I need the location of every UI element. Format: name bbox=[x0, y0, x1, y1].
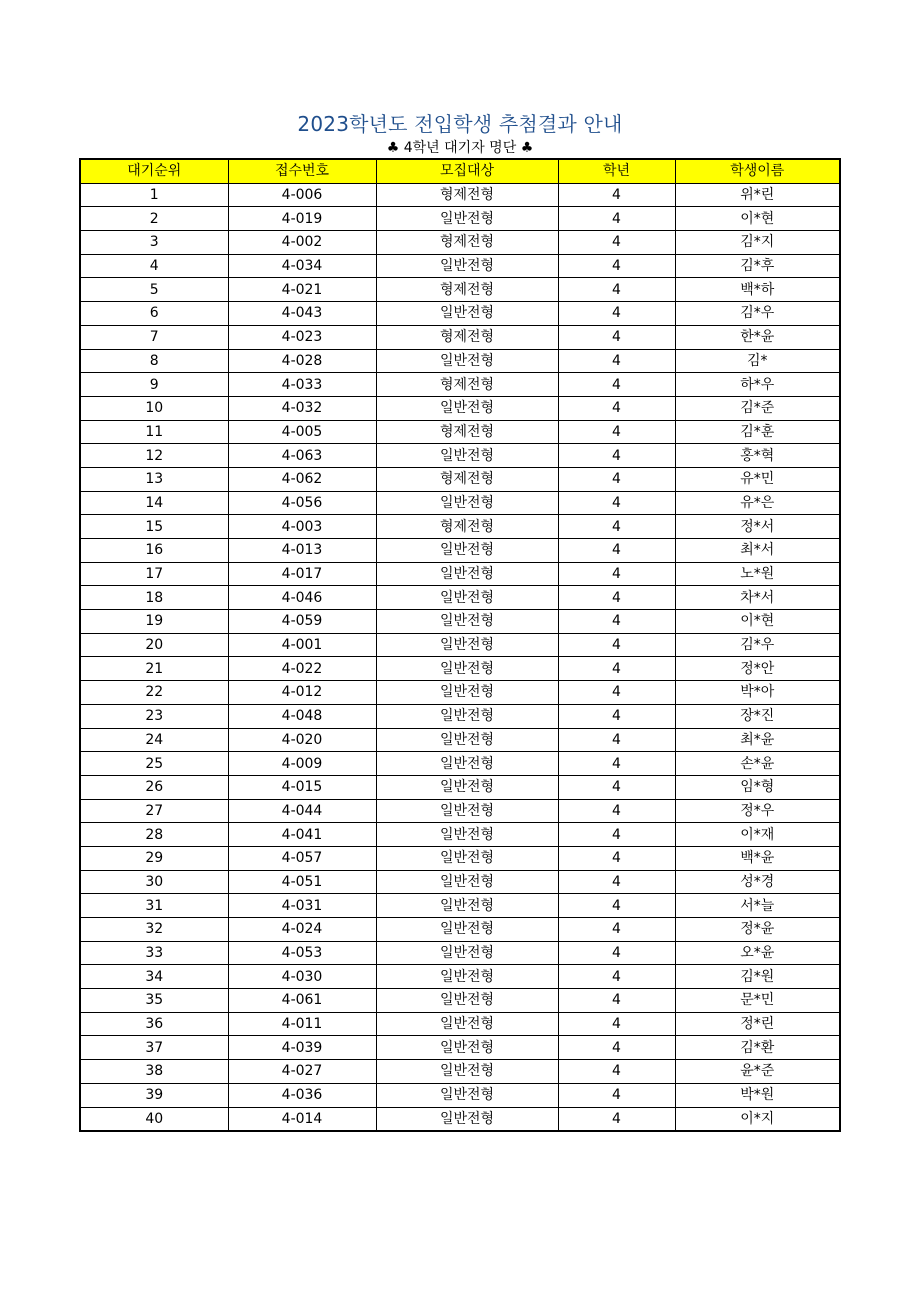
cell-application-number: 4-024 bbox=[228, 918, 376, 942]
cell-grade: 4 bbox=[558, 467, 675, 491]
table-row bbox=[80, 444, 840, 468]
cell-admission-type: 일반전형 bbox=[376, 989, 558, 1013]
cell-waitlist-rank: 25 bbox=[80, 752, 228, 776]
club-icon: ♣ bbox=[520, 140, 534, 156]
cell-admission-type: 일반전형 bbox=[376, 610, 558, 634]
cell-waitlist-rank: 20 bbox=[80, 633, 228, 657]
cell-waitlist-rank: 18 bbox=[80, 586, 228, 610]
cell-admission-type: 일반전형 bbox=[376, 586, 558, 610]
cell-grade: 4 bbox=[558, 349, 675, 373]
cell-student-name: 김*후 bbox=[675, 254, 840, 278]
cell-waitlist-rank: 28 bbox=[80, 823, 228, 847]
cell-waitlist-rank: 4 bbox=[80, 254, 228, 278]
cell-application-number: 4-059 bbox=[228, 610, 376, 634]
cell-grade: 4 bbox=[558, 752, 675, 776]
cell-student-name: 김*원 bbox=[675, 965, 840, 989]
table-row bbox=[80, 562, 840, 586]
cell-application-number: 4-021 bbox=[228, 278, 376, 302]
table-row bbox=[80, 1060, 840, 1084]
cell-waitlist-rank: 2 bbox=[80, 207, 228, 231]
cell-admission-type: 형제전형 bbox=[376, 420, 558, 444]
cell-student-name: 김*훈 bbox=[675, 420, 840, 444]
table-row bbox=[80, 633, 840, 657]
table-row bbox=[80, 894, 840, 918]
cell-application-number: 4-022 bbox=[228, 657, 376, 681]
cell-grade: 4 bbox=[558, 870, 675, 894]
cell-waitlist-rank: 30 bbox=[80, 870, 228, 894]
table-row bbox=[80, 989, 840, 1013]
cell-admission-type: 일반전형 bbox=[376, 775, 558, 799]
cell-student-name: 홍*혁 bbox=[675, 444, 840, 468]
cell-admission-type: 일반전형 bbox=[376, 823, 558, 847]
cell-waitlist-rank: 17 bbox=[80, 562, 228, 586]
cell-grade: 4 bbox=[558, 278, 675, 302]
document-title: 2023학년도 전입학생 추첨결과 안내 bbox=[297, 112, 623, 136]
table-row bbox=[80, 254, 840, 278]
cell-waitlist-rank: 8 bbox=[80, 349, 228, 373]
cell-waitlist-rank: 36 bbox=[80, 1012, 228, 1036]
cell-grade: 4 bbox=[558, 846, 675, 870]
cell-student-name: 위*린 bbox=[675, 183, 840, 207]
cell-admission-type: 일반전형 bbox=[376, 728, 558, 752]
cell-admission-type: 일반전형 bbox=[376, 941, 558, 965]
cell-student-name: 정*우 bbox=[675, 799, 840, 823]
cell-admission-type: 일반전형 bbox=[376, 1083, 558, 1107]
table-row bbox=[80, 728, 840, 752]
cell-application-number: 4-012 bbox=[228, 681, 376, 705]
cell-waitlist-rank: 24 bbox=[80, 728, 228, 752]
cell-application-number: 4-006 bbox=[228, 183, 376, 207]
cell-waitlist-rank: 15 bbox=[80, 515, 228, 539]
cell-admission-type: 일반전형 bbox=[376, 207, 558, 231]
cell-application-number: 4-036 bbox=[228, 1083, 376, 1107]
cell-student-name: 이*현 bbox=[675, 207, 840, 231]
cell-grade: 4 bbox=[558, 610, 675, 634]
cell-waitlist-rank: 33 bbox=[80, 941, 228, 965]
table-row bbox=[80, 302, 840, 326]
cell-grade: 4 bbox=[558, 302, 675, 326]
cell-admission-type: 일반전형 bbox=[376, 846, 558, 870]
cell-admission-type: 일반전형 bbox=[376, 302, 558, 326]
cell-admission-type: 일반전형 bbox=[376, 396, 558, 420]
cell-application-number: 4-057 bbox=[228, 846, 376, 870]
cell-student-name: 노*원 bbox=[675, 562, 840, 586]
cell-application-number: 4-017 bbox=[228, 562, 376, 586]
cell-admission-type: 형제전형 bbox=[376, 278, 558, 302]
cell-student-name: 장*진 bbox=[675, 704, 840, 728]
table-row bbox=[80, 941, 840, 965]
cell-application-number: 4-062 bbox=[228, 467, 376, 491]
cell-grade: 4 bbox=[558, 1083, 675, 1107]
cell-application-number: 4-001 bbox=[228, 633, 376, 657]
cell-waitlist-rank: 11 bbox=[80, 420, 228, 444]
table-row bbox=[80, 657, 840, 681]
table-row bbox=[80, 681, 840, 705]
cell-waitlist-rank: 34 bbox=[80, 965, 228, 989]
cell-admission-type: 일반전형 bbox=[376, 799, 558, 823]
cell-application-number: 4-033 bbox=[228, 373, 376, 397]
cell-grade: 4 bbox=[558, 562, 675, 586]
cell-waitlist-rank: 21 bbox=[80, 657, 228, 681]
cell-waitlist-rank: 9 bbox=[80, 373, 228, 397]
cell-grade: 4 bbox=[558, 254, 675, 278]
cell-admission-type: 일반전형 bbox=[376, 870, 558, 894]
cell-application-number: 4-020 bbox=[228, 728, 376, 752]
table-row bbox=[80, 870, 840, 894]
cell-grade: 4 bbox=[558, 325, 675, 349]
cell-application-number: 4-034 bbox=[228, 254, 376, 278]
cell-admission-type: 일반전형 bbox=[376, 918, 558, 942]
cell-grade: 4 bbox=[558, 586, 675, 610]
header-grade: 학년 bbox=[558, 159, 675, 183]
cell-student-name: 박*원 bbox=[675, 1083, 840, 1107]
cell-waitlist-rank: 5 bbox=[80, 278, 228, 302]
table-row bbox=[80, 467, 840, 491]
club-icon: ♣ bbox=[386, 140, 400, 156]
cell-student-name: 오*윤 bbox=[675, 941, 840, 965]
cell-application-number: 4-009 bbox=[228, 752, 376, 776]
cell-grade: 4 bbox=[558, 799, 675, 823]
table-row bbox=[80, 1107, 840, 1131]
table-row bbox=[80, 918, 840, 942]
waitlist-table bbox=[79, 158, 841, 1132]
cell-waitlist-rank: 37 bbox=[80, 1036, 228, 1060]
header-application-number: 접수번호 bbox=[228, 159, 376, 183]
cell-grade: 4 bbox=[558, 657, 675, 681]
cell-grade: 4 bbox=[558, 989, 675, 1013]
cell-student-name: 한*윤 bbox=[675, 325, 840, 349]
cell-grade: 4 bbox=[558, 681, 675, 705]
cell-student-name: 차*서 bbox=[675, 586, 840, 610]
cell-student-name: 백*윤 bbox=[675, 846, 840, 870]
cell-student-name: 정*서 bbox=[675, 515, 840, 539]
cell-application-number: 4-056 bbox=[228, 491, 376, 515]
table-row bbox=[80, 846, 840, 870]
table-row bbox=[80, 823, 840, 847]
cell-waitlist-rank: 13 bbox=[80, 467, 228, 491]
cell-application-number: 4-005 bbox=[228, 420, 376, 444]
cell-student-name: 김*우 bbox=[675, 302, 840, 326]
cell-admission-type: 일반전형 bbox=[376, 704, 558, 728]
cell-application-number: 4-002 bbox=[228, 231, 376, 255]
table-row bbox=[80, 704, 840, 728]
cell-student-name: 서*늘 bbox=[675, 894, 840, 918]
cell-waitlist-rank: 27 bbox=[80, 799, 228, 823]
cell-grade: 4 bbox=[558, 704, 675, 728]
cell-student-name: 문*민 bbox=[675, 989, 840, 1013]
cell-admission-type: 일반전형 bbox=[376, 657, 558, 681]
cell-grade: 4 bbox=[558, 775, 675, 799]
table-row bbox=[80, 420, 840, 444]
cell-application-number: 4-011 bbox=[228, 1012, 376, 1036]
table-row bbox=[80, 491, 840, 515]
cell-student-name: 김*지 bbox=[675, 231, 840, 255]
cell-waitlist-rank: 16 bbox=[80, 539, 228, 563]
header-student-name: 학생이름 bbox=[675, 159, 840, 183]
cell-admission-type: 일반전형 bbox=[376, 254, 558, 278]
cell-waitlist-rank: 7 bbox=[80, 325, 228, 349]
subtitle-text: 4학년 대기자 명단 bbox=[403, 140, 517, 156]
cell-waitlist-rank: 22 bbox=[80, 681, 228, 705]
cell-student-name: 백*하 bbox=[675, 278, 840, 302]
cell-admission-type: 형제전형 bbox=[376, 467, 558, 491]
table-row bbox=[80, 1083, 840, 1107]
cell-student-name: 김* bbox=[675, 349, 840, 373]
table-row bbox=[80, 586, 840, 610]
cell-application-number: 4-015 bbox=[228, 775, 376, 799]
table-row bbox=[80, 183, 840, 207]
cell-admission-type: 형제전형 bbox=[376, 183, 558, 207]
cell-grade: 4 bbox=[558, 728, 675, 752]
document-subtitle bbox=[0, 137, 920, 157]
cell-student-name: 최*서 bbox=[675, 539, 840, 563]
cell-application-number: 4-061 bbox=[228, 989, 376, 1013]
cell-student-name: 유*민 bbox=[675, 467, 840, 491]
table-row bbox=[80, 610, 840, 634]
table-row bbox=[80, 373, 840, 397]
cell-admission-type: 일반전형 bbox=[376, 965, 558, 989]
cell-grade: 4 bbox=[558, 823, 675, 847]
cell-grade: 4 bbox=[558, 539, 675, 563]
cell-student-name: 김*우 bbox=[675, 633, 840, 657]
cell-student-name: 성*경 bbox=[675, 870, 840, 894]
cell-grade: 4 bbox=[558, 373, 675, 397]
cell-waitlist-rank: 26 bbox=[80, 775, 228, 799]
cell-waitlist-rank: 31 bbox=[80, 894, 228, 918]
cell-application-number: 4-030 bbox=[228, 965, 376, 989]
table-header-row bbox=[80, 159, 840, 183]
cell-application-number: 4-043 bbox=[228, 302, 376, 326]
table-row bbox=[80, 396, 840, 420]
table-row bbox=[80, 231, 840, 255]
cell-application-number: 4-019 bbox=[228, 207, 376, 231]
cell-grade: 4 bbox=[558, 894, 675, 918]
cell-student-name: 이*지 bbox=[675, 1107, 840, 1131]
cell-admission-type: 형제전형 bbox=[376, 515, 558, 539]
cell-student-name: 정*린 bbox=[675, 1012, 840, 1036]
cell-grade: 4 bbox=[558, 231, 675, 255]
cell-grade: 4 bbox=[558, 941, 675, 965]
cell-waitlist-rank: 6 bbox=[80, 302, 228, 326]
cell-grade: 4 bbox=[558, 207, 675, 231]
cell-student-name: 이*재 bbox=[675, 823, 840, 847]
cell-student-name: 정*안 bbox=[675, 657, 840, 681]
cell-grade: 4 bbox=[558, 491, 675, 515]
cell-student-name: 윤*준 bbox=[675, 1060, 840, 1084]
table-row bbox=[80, 965, 840, 989]
cell-application-number: 4-032 bbox=[228, 396, 376, 420]
cell-admission-type: 일반전형 bbox=[376, 633, 558, 657]
table-row bbox=[80, 325, 840, 349]
cell-waitlist-rank: 12 bbox=[80, 444, 228, 468]
header-waitlist-rank: 대기순위 bbox=[80, 159, 228, 183]
cell-application-number: 4-039 bbox=[228, 1036, 376, 1060]
cell-student-name: 손*윤 bbox=[675, 752, 840, 776]
cell-application-number: 4-048 bbox=[228, 704, 376, 728]
cell-admission-type: 일반전형 bbox=[376, 444, 558, 468]
table-row bbox=[80, 1036, 840, 1060]
cell-grade: 4 bbox=[558, 420, 675, 444]
cell-admission-type: 일반전형 bbox=[376, 681, 558, 705]
cell-student-name: 하*우 bbox=[675, 373, 840, 397]
cell-student-name: 김*준 bbox=[675, 396, 840, 420]
cell-student-name: 김*환 bbox=[675, 1036, 840, 1060]
cell-application-number: 4-003 bbox=[228, 515, 376, 539]
table-body bbox=[80, 183, 840, 1131]
cell-grade: 4 bbox=[558, 1036, 675, 1060]
cell-application-number: 4-063 bbox=[228, 444, 376, 468]
cell-grade: 4 bbox=[558, 1107, 675, 1131]
cell-admission-type: 일반전형 bbox=[376, 539, 558, 563]
cell-admission-type: 형제전형 bbox=[376, 325, 558, 349]
cell-admission-type: 일반전형 bbox=[376, 1012, 558, 1036]
cell-waitlist-rank: 35 bbox=[80, 989, 228, 1013]
cell-admission-type: 일반전형 bbox=[376, 752, 558, 776]
cell-student-name: 박*아 bbox=[675, 681, 840, 705]
table-row bbox=[80, 207, 840, 231]
cell-student-name: 임*형 bbox=[675, 775, 840, 799]
cell-admission-type: 일반전형 bbox=[376, 894, 558, 918]
table-row bbox=[80, 539, 840, 563]
cell-waitlist-rank: 14 bbox=[80, 491, 228, 515]
cell-admission-type: 일반전형 bbox=[376, 349, 558, 373]
cell-waitlist-rank: 29 bbox=[80, 846, 228, 870]
cell-waitlist-rank: 32 bbox=[80, 918, 228, 942]
table-row bbox=[80, 799, 840, 823]
cell-grade: 4 bbox=[558, 1060, 675, 1084]
cell-grade: 4 bbox=[558, 444, 675, 468]
cell-admission-type: 형제전형 bbox=[376, 231, 558, 255]
header-admission-type: 모집대상 bbox=[376, 159, 558, 183]
cell-application-number: 4-031 bbox=[228, 894, 376, 918]
table-row bbox=[80, 775, 840, 799]
cell-student-name: 최*윤 bbox=[675, 728, 840, 752]
cell-application-number: 4-053 bbox=[228, 941, 376, 965]
cell-waitlist-rank: 10 bbox=[80, 396, 228, 420]
cell-application-number: 4-023 bbox=[228, 325, 376, 349]
cell-grade: 4 bbox=[558, 183, 675, 207]
cell-application-number: 4-028 bbox=[228, 349, 376, 373]
cell-admission-type: 일반전형 bbox=[376, 1036, 558, 1060]
cell-student-name: 유*은 bbox=[675, 491, 840, 515]
cell-grade: 4 bbox=[558, 633, 675, 657]
cell-grade: 4 bbox=[558, 965, 675, 989]
cell-admission-type: 일반전형 bbox=[376, 562, 558, 586]
cell-grade: 4 bbox=[558, 1012, 675, 1036]
cell-application-number: 4-027 bbox=[228, 1060, 376, 1084]
cell-application-number: 4-014 bbox=[228, 1107, 376, 1131]
cell-waitlist-rank: 1 bbox=[80, 183, 228, 207]
table-row bbox=[80, 752, 840, 776]
cell-student-name: 이*현 bbox=[675, 610, 840, 634]
cell-waitlist-rank: 23 bbox=[80, 704, 228, 728]
cell-waitlist-rank: 3 bbox=[80, 231, 228, 255]
cell-grade: 4 bbox=[558, 918, 675, 942]
cell-admission-type: 일반전형 bbox=[376, 1060, 558, 1084]
table-row bbox=[80, 349, 840, 373]
cell-grade: 4 bbox=[558, 396, 675, 420]
cell-admission-type: 형제전형 bbox=[376, 373, 558, 397]
cell-waitlist-rank: 40 bbox=[80, 1107, 228, 1131]
cell-waitlist-rank: 39 bbox=[80, 1083, 228, 1107]
cell-waitlist-rank: 38 bbox=[80, 1060, 228, 1084]
cell-application-number: 4-051 bbox=[228, 870, 376, 894]
table-row bbox=[80, 515, 840, 539]
table-row bbox=[80, 1012, 840, 1036]
cell-application-number: 4-044 bbox=[228, 799, 376, 823]
cell-application-number: 4-013 bbox=[228, 539, 376, 563]
cell-application-number: 4-041 bbox=[228, 823, 376, 847]
cell-grade: 4 bbox=[558, 515, 675, 539]
table-row bbox=[80, 278, 840, 302]
cell-waitlist-rank: 19 bbox=[80, 610, 228, 634]
cell-student-name: 정*윤 bbox=[675, 918, 840, 942]
cell-admission-type: 일반전형 bbox=[376, 491, 558, 515]
cell-admission-type: 일반전형 bbox=[376, 1107, 558, 1131]
cell-application-number: 4-046 bbox=[228, 586, 376, 610]
